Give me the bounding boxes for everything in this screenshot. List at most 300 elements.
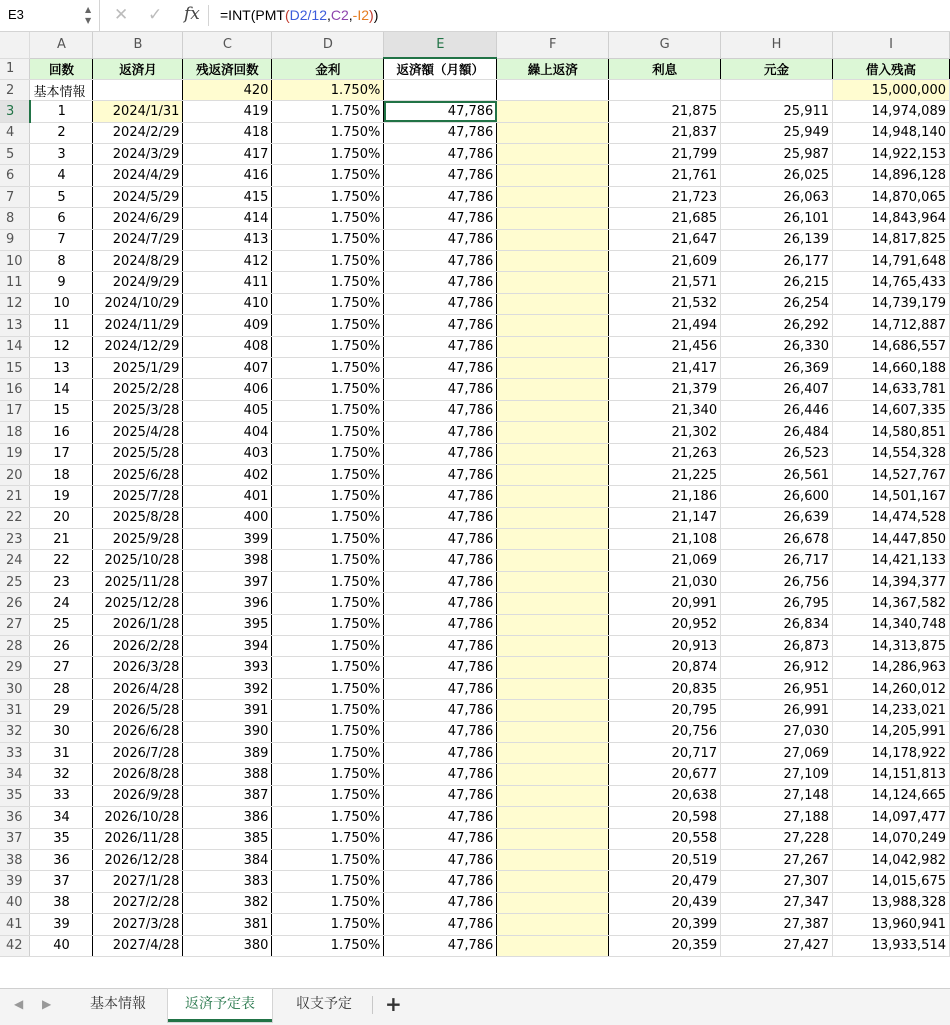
cell-c33[interactable]: 389 [183,743,272,764]
cell-d29[interactable]: 1.750% [272,657,384,678]
cell-f24[interactable] [497,550,609,571]
cell-i18[interactable]: 14,580,851 [833,422,950,443]
cell-h13[interactable]: 26,292 [721,315,833,336]
cell-c32[interactable]: 390 [183,721,272,742]
cell-f26[interactable] [497,593,609,614]
cell-d11[interactable]: 1.750% [272,272,384,293]
row-header[interactable]: 9 [0,229,30,250]
cell-i41[interactable]: 13,960,941 [833,914,950,935]
cell-i19[interactable]: 14,554,328 [833,443,950,464]
cell-b28[interactable]: 2026/2/28 [93,636,183,657]
cell-f40[interactable] [497,892,609,913]
cell-f3[interactable] [497,101,609,122]
cell-b31[interactable]: 2026/5/28 [93,700,183,721]
cell-d18[interactable]: 1.750% [272,422,384,443]
cell-b35[interactable]: 2026/9/28 [93,785,183,806]
cell-d35[interactable]: 1.750% [272,785,384,806]
cell-c6[interactable]: 416 [183,165,272,186]
cell-c1[interactable]: 残返済回数 [183,58,272,79]
cell-f35[interactable] [497,785,609,806]
cell-a29[interactable]: 27 [30,657,93,678]
cell-h7[interactable]: 26,063 [721,186,833,207]
cell-c14[interactable]: 408 [183,336,272,357]
cell-h18[interactable]: 26,484 [721,422,833,443]
column-header-b[interactable]: B [93,32,183,58]
cell-f8[interactable] [497,208,609,229]
cell-a17[interactable]: 15 [30,400,93,421]
cell-c21[interactable]: 401 [183,486,272,507]
cell-d22[interactable]: 1.750% [272,507,384,528]
cell-f39[interactable] [497,871,609,892]
insert-function-icon[interactable]: fx [184,4,200,24]
spreadsheet-grid[interactable] [0,32,950,988]
cell-i42[interactable]: 13,933,514 [833,935,950,956]
cell-e11[interactable]: 47,786 [384,272,497,293]
cell-h34[interactable]: 27,109 [721,764,833,785]
enter-icon[interactable]: ✓ [148,5,163,25]
cell-c42[interactable]: 380 [183,935,272,956]
row-header[interactable]: 26 [0,593,30,614]
cell-a25[interactable]: 23 [30,571,93,592]
cell-g36[interactable]: 20,598 [609,807,721,828]
cell-b5[interactable]: 2024/3/29 [93,144,183,165]
cell-d20[interactable]: 1.750% [272,464,384,485]
cell-h32[interactable]: 27,030 [721,721,833,742]
cell-d19[interactable]: 1.750% [272,443,384,464]
cell-i37[interactable]: 14,070,249 [833,828,950,849]
cell-a33[interactable]: 31 [30,743,93,764]
cell-g15[interactable]: 21,417 [609,357,721,378]
cell-b20[interactable]: 2025/6/28 [93,464,183,485]
cell-i24[interactable]: 14,421,133 [833,550,950,571]
cell-g40[interactable]: 20,439 [609,892,721,913]
cell-h17[interactable]: 26,446 [721,400,833,421]
cell-i35[interactable]: 14,124,665 [833,785,950,806]
cell-b37[interactable]: 2026/11/28 [93,828,183,849]
cell-f41[interactable] [497,914,609,935]
column-header-c[interactable]: C [183,32,272,58]
cell-c13[interactable]: 409 [183,315,272,336]
cell-d5[interactable]: 1.750% [272,144,384,165]
cell-d3[interactable]: 1.750% [272,101,384,122]
cell-c20[interactable]: 402 [183,464,272,485]
cell-d27[interactable]: 1.750% [272,614,384,635]
cell-i25[interactable]: 14,394,377 [833,571,950,592]
cell-a35[interactable]: 33 [30,785,93,806]
cell-f4[interactable] [497,122,609,143]
cell-f42[interactable] [497,935,609,956]
cell-d10[interactable]: 1.750% [272,251,384,272]
cell-f16[interactable] [497,379,609,400]
cell-h21[interactable]: 26,600 [721,486,833,507]
cell-i14[interactable]: 14,686,557 [833,336,950,357]
cell-e23[interactable]: 47,786 [384,529,497,550]
cell-a39[interactable]: 37 [30,871,93,892]
cell-a16[interactable]: 14 [30,379,93,400]
cell-b2[interactable] [93,79,183,100]
cell-i6[interactable]: 14,896,128 [833,165,950,186]
cell-a32[interactable]: 30 [30,721,93,742]
cell-d38[interactable]: 1.750% [272,849,384,870]
cell-e1[interactable]: 返済額（月額） [384,58,497,79]
cell-g30[interactable]: 20,835 [609,678,721,699]
cell-g16[interactable]: 21,379 [609,379,721,400]
cell-c8[interactable]: 414 [183,208,272,229]
cell-h28[interactable]: 26,873 [721,636,833,657]
cell-c29[interactable]: 393 [183,657,272,678]
cell-g3[interactable]: 21,875 [609,101,721,122]
column-header-h[interactable]: H [721,32,833,58]
cell-i7[interactable]: 14,870,065 [833,186,950,207]
cell-c2[interactable]: 420 [183,79,272,100]
cell-g10[interactable]: 21,609 [609,251,721,272]
cell-i30[interactable]: 14,260,012 [833,678,950,699]
cell-f25[interactable] [497,571,609,592]
cell-b29[interactable]: 2026/3/28 [93,657,183,678]
cell-c30[interactable]: 392 [183,678,272,699]
cell-b10[interactable]: 2024/8/29 [93,251,183,272]
cell-a41[interactable]: 39 [30,914,93,935]
cell-c39[interactable]: 383 [183,871,272,892]
cell-b12[interactable]: 2024/10/29 [93,293,183,314]
cell-g24[interactable]: 21,069 [609,550,721,571]
cell-e19[interactable]: 47,786 [384,443,497,464]
cell-c25[interactable]: 397 [183,571,272,592]
cell-c16[interactable]: 406 [183,379,272,400]
cell-h5[interactable]: 25,987 [721,144,833,165]
cell-c3[interactable]: 419 [183,101,272,122]
cell-b3[interactable]: 2024/1/31 [93,101,183,122]
row-header[interactable]: 40 [0,892,30,913]
cell-d34[interactable]: 1.750% [272,764,384,785]
cell-a18[interactable]: 16 [30,422,93,443]
row-header[interactable]: 19 [0,443,30,464]
cell-b8[interactable]: 2024/6/29 [93,208,183,229]
cell-i5[interactable]: 14,922,153 [833,144,950,165]
cell-c35[interactable]: 387 [183,785,272,806]
cell-b34[interactable]: 2026/8/28 [93,764,183,785]
cell-a26[interactable]: 24 [30,593,93,614]
cell-b6[interactable]: 2024/4/29 [93,165,183,186]
cell-h3[interactable]: 25,911 [721,101,833,122]
row-header[interactable]: 38 [0,849,30,870]
cell-f20[interactable] [497,464,609,485]
cell-b4[interactable]: 2024/2/29 [93,122,183,143]
row-header[interactable]: 2 [0,79,30,100]
cell-b42[interactable]: 2027/4/28 [93,935,183,956]
cell-d36[interactable]: 1.750% [272,807,384,828]
cell-h1[interactable]: 元金 [721,58,833,79]
cell-i2[interactable]: 15,000,000 [833,79,950,100]
cell-d2[interactable]: 1.750% [272,79,384,100]
cell-g8[interactable]: 21,685 [609,208,721,229]
cell-b30[interactable]: 2026/4/28 [93,678,183,699]
row-header[interactable]: 27 [0,614,30,635]
cell-d28[interactable]: 1.750% [272,636,384,657]
cell-i26[interactable]: 14,367,582 [833,593,950,614]
cell-b27[interactable]: 2026/1/28 [93,614,183,635]
cell-e28[interactable]: 47,786 [384,636,497,657]
cell-a21[interactable]: 19 [30,486,93,507]
name-box-value[interactable]: E3 [8,7,24,22]
cell-i12[interactable]: 14,739,179 [833,293,950,314]
row-header[interactable]: 33 [0,743,30,764]
cell-f15[interactable] [497,357,609,378]
cell-d40[interactable]: 1.750% [272,892,384,913]
cell-h6[interactable]: 26,025 [721,165,833,186]
cell-a36[interactable]: 34 [30,807,93,828]
cell-f28[interactable] [497,636,609,657]
cell-a30[interactable]: 28 [30,678,93,699]
cell-f19[interactable] [497,443,609,464]
cell-g7[interactable]: 21,723 [609,186,721,207]
cell-b18[interactable]: 2025/4/28 [93,422,183,443]
row-header[interactable]: 30 [0,678,30,699]
cell-e20[interactable]: 47,786 [384,464,497,485]
cell-e21[interactable]: 47,786 [384,486,497,507]
cell-d13[interactable]: 1.750% [272,315,384,336]
cell-h8[interactable]: 26,101 [721,208,833,229]
cell-f36[interactable] [497,807,609,828]
cell-e10[interactable]: 47,786 [384,251,497,272]
cell-d24[interactable]: 1.750% [272,550,384,571]
cell-f9[interactable] [497,229,609,250]
cell-i38[interactable]: 14,042,982 [833,849,950,870]
row-header[interactable]: 32 [0,721,30,742]
cell-a13[interactable]: 11 [30,315,93,336]
cell-g2[interactable] [609,79,721,100]
cell-f22[interactable] [497,507,609,528]
cell-b40[interactable]: 2027/2/28 [93,892,183,913]
cell-g26[interactable]: 20,991 [609,593,721,614]
cell-h41[interactable]: 27,387 [721,914,833,935]
cell-f32[interactable] [497,721,609,742]
cell-c31[interactable]: 391 [183,700,272,721]
cell-h2[interactable] [721,79,833,100]
cell-h35[interactable]: 27,148 [721,785,833,806]
row-header[interactable]: 37 [0,828,30,849]
cell-a27[interactable]: 25 [30,614,93,635]
cell-e26[interactable]: 47,786 [384,593,497,614]
cell-b17[interactable]: 2025/3/28 [93,400,183,421]
cell-f1[interactable]: 繰上返済 [497,58,609,79]
cell-i20[interactable]: 14,527,767 [833,464,950,485]
cell-a10[interactable]: 8 [30,251,93,272]
row-header[interactable]: 20 [0,464,30,485]
cell-b19[interactable]: 2025/5/28 [93,443,183,464]
cell-e38[interactable]: 47,786 [384,849,497,870]
cell-h9[interactable]: 26,139 [721,229,833,250]
cell-a19[interactable]: 17 [30,443,93,464]
cell-d30[interactable]: 1.750% [272,678,384,699]
cell-h24[interactable]: 26,717 [721,550,833,571]
cell-c4[interactable]: 418 [183,122,272,143]
cell-b16[interactable]: 2025/2/28 [93,379,183,400]
cell-g13[interactable]: 21,494 [609,315,721,336]
cell-b26[interactable]: 2025/12/28 [93,593,183,614]
row-header[interactable]: 17 [0,400,30,421]
sheet-tab-basic-info[interactable]: 基本情報 [90,996,146,1012]
sheet-tab-repayment-schedule[interactable]: 返済予定表 [168,989,272,1022]
cell-d7[interactable]: 1.750% [272,186,384,207]
cell-i27[interactable]: 14,340,748 [833,614,950,635]
cell-f27[interactable] [497,614,609,635]
cell-i13[interactable]: 14,712,887 [833,315,950,336]
row-header[interactable]: 7 [0,186,30,207]
select-all-corner[interactable] [0,32,30,58]
row-header[interactable]: 22 [0,507,30,528]
cell-e29[interactable]: 47,786 [384,657,497,678]
cell-c15[interactable]: 407 [183,357,272,378]
cell-d15[interactable]: 1.750% [272,357,384,378]
row-header[interactable]: 41 [0,914,30,935]
cell-c18[interactable]: 404 [183,422,272,443]
row-header[interactable]: 1 [0,58,30,79]
cell-e18[interactable]: 47,786 [384,422,497,443]
cell-c38[interactable]: 384 [183,849,272,870]
row-header[interactable]: 29 [0,657,30,678]
cell-h29[interactable]: 26,912 [721,657,833,678]
cell-b1[interactable]: 返済月 [93,58,183,79]
cell-d39[interactable]: 1.750% [272,871,384,892]
cell-e8[interactable]: 47,786 [384,208,497,229]
row-header[interactable]: 8 [0,208,30,229]
cell-b11[interactable]: 2024/9/29 [93,272,183,293]
row-header[interactable]: 34 [0,764,30,785]
cell-a34[interactable]: 32 [30,764,93,785]
cell-e35[interactable]: 47,786 [384,785,497,806]
row-header[interactable]: 36 [0,807,30,828]
cell-a37[interactable]: 35 [30,828,93,849]
cell-d33[interactable]: 1.750% [272,743,384,764]
cell-a23[interactable]: 21 [30,529,93,550]
cell-a15[interactable]: 13 [30,357,93,378]
cell-g41[interactable]: 20,399 [609,914,721,935]
name-box-dropdown-icon[interactable]: ▲ ▼ [85,5,92,25]
cell-e34[interactable]: 47,786 [384,764,497,785]
cell-e9[interactable]: 47,786 [384,229,497,250]
cell-h12[interactable]: 26,254 [721,293,833,314]
cell-e22[interactable]: 47,786 [384,507,497,528]
cell-d37[interactable]: 1.750% [272,828,384,849]
cell-h19[interactable]: 26,523 [721,443,833,464]
cell-c12[interactable]: 410 [183,293,272,314]
row-header[interactable]: 6 [0,165,30,186]
cell-e40[interactable]: 47,786 [384,892,497,913]
cell-d21[interactable]: 1.750% [272,486,384,507]
cell-g22[interactable]: 21,147 [609,507,721,528]
cell-g39[interactable]: 20,479 [609,871,721,892]
cell-h23[interactable]: 26,678 [721,529,833,550]
cell-g37[interactable]: 20,558 [609,828,721,849]
cell-a6[interactable]: 4 [30,165,93,186]
cell-e33[interactable]: 47,786 [384,743,497,764]
cell-f13[interactable] [497,315,609,336]
cell-a12[interactable]: 10 [30,293,93,314]
cell-g32[interactable]: 20,756 [609,721,721,742]
cell-d17[interactable]: 1.750% [272,400,384,421]
cell-e4[interactable]: 47,786 [384,122,497,143]
cell-f7[interactable] [497,186,609,207]
cell-c41[interactable]: 381 [183,914,272,935]
column-header-g[interactable]: G [609,32,721,58]
cell-e36[interactable]: 47,786 [384,807,497,828]
row-header[interactable]: 12 [0,293,30,314]
cell-a1[interactable]: 回数 [30,58,93,79]
column-header-a[interactable]: A [30,32,93,58]
cell-e17[interactable]: 47,786 [384,400,497,421]
cell-c9[interactable]: 413 [183,229,272,250]
row-header[interactable]: 28 [0,636,30,657]
cell-b36[interactable]: 2026/10/28 [93,807,183,828]
cell-h38[interactable]: 27,267 [721,849,833,870]
cell-e7[interactable]: 47,786 [384,186,497,207]
row-header[interactable]: 5 [0,144,30,165]
cell-c23[interactable]: 399 [183,529,272,550]
row-header[interactable]: 21 [0,486,30,507]
cell-f37[interactable] [497,828,609,849]
cell-a4[interactable]: 2 [30,122,93,143]
cell-g4[interactable]: 21,837 [609,122,721,143]
cell-b24[interactable]: 2025/10/28 [93,550,183,571]
cell-i40[interactable]: 13,988,328 [833,892,950,913]
cell-i21[interactable]: 14,501,167 [833,486,950,507]
cell-i17[interactable]: 14,607,335 [833,400,950,421]
cell-d25[interactable]: 1.750% [272,571,384,592]
cell-d1[interactable]: 金利 [272,58,384,79]
cell-e24[interactable]: 47,786 [384,550,497,571]
cell-g12[interactable]: 21,532 [609,293,721,314]
cell-g14[interactable]: 21,456 [609,336,721,357]
cell-h14[interactable]: 26,330 [721,336,833,357]
cell-i23[interactable]: 14,447,850 [833,529,950,550]
cell-f12[interactable] [497,293,609,314]
cell-e16[interactable]: 47,786 [384,379,497,400]
cell-a24[interactable]: 22 [30,550,93,571]
cell-a7[interactable]: 5 [30,186,93,207]
cell-i28[interactable]: 14,313,875 [833,636,950,657]
cell-g17[interactable]: 21,340 [609,400,721,421]
cell-a11[interactable]: 9 [30,272,93,293]
cell-b21[interactable]: 2025/7/28 [93,486,183,507]
column-header-i[interactable]: I [833,32,950,58]
cell-a9[interactable]: 7 [30,229,93,250]
cell-i16[interactable]: 14,633,781 [833,379,950,400]
cell-e30[interactable]: 47,786 [384,678,497,699]
cell-f29[interactable] [497,657,609,678]
cell-g27[interactable]: 20,952 [609,614,721,635]
cell-i4[interactable]: 14,948,140 [833,122,950,143]
cell-h10[interactable]: 26,177 [721,251,833,272]
cell-h33[interactable]: 27,069 [721,743,833,764]
scroll-tabs-right-icon[interactable]: ▶ [42,997,52,1011]
cell-i39[interactable]: 14,015,675 [833,871,950,892]
cell-d14[interactable]: 1.750% [272,336,384,357]
cell-a28[interactable]: 26 [30,636,93,657]
cell-h42[interactable]: 27,427 [721,935,833,956]
cell-g6[interactable]: 21,761 [609,165,721,186]
add-sheet-button[interactable]: + [385,992,402,1016]
cell-b14[interactable]: 2024/12/29 [93,336,183,357]
cell-i11[interactable]: 14,765,433 [833,272,950,293]
row-header[interactable]: 15 [0,357,30,378]
column-header-d[interactable]: D [272,32,384,58]
cell-c36[interactable]: 386 [183,807,272,828]
cell-a3[interactable]: 1 [30,101,93,122]
cell-e37[interactable]: 47,786 [384,828,497,849]
cell-i33[interactable]: 14,178,922 [833,743,950,764]
cell-i34[interactable]: 14,151,813 [833,764,950,785]
